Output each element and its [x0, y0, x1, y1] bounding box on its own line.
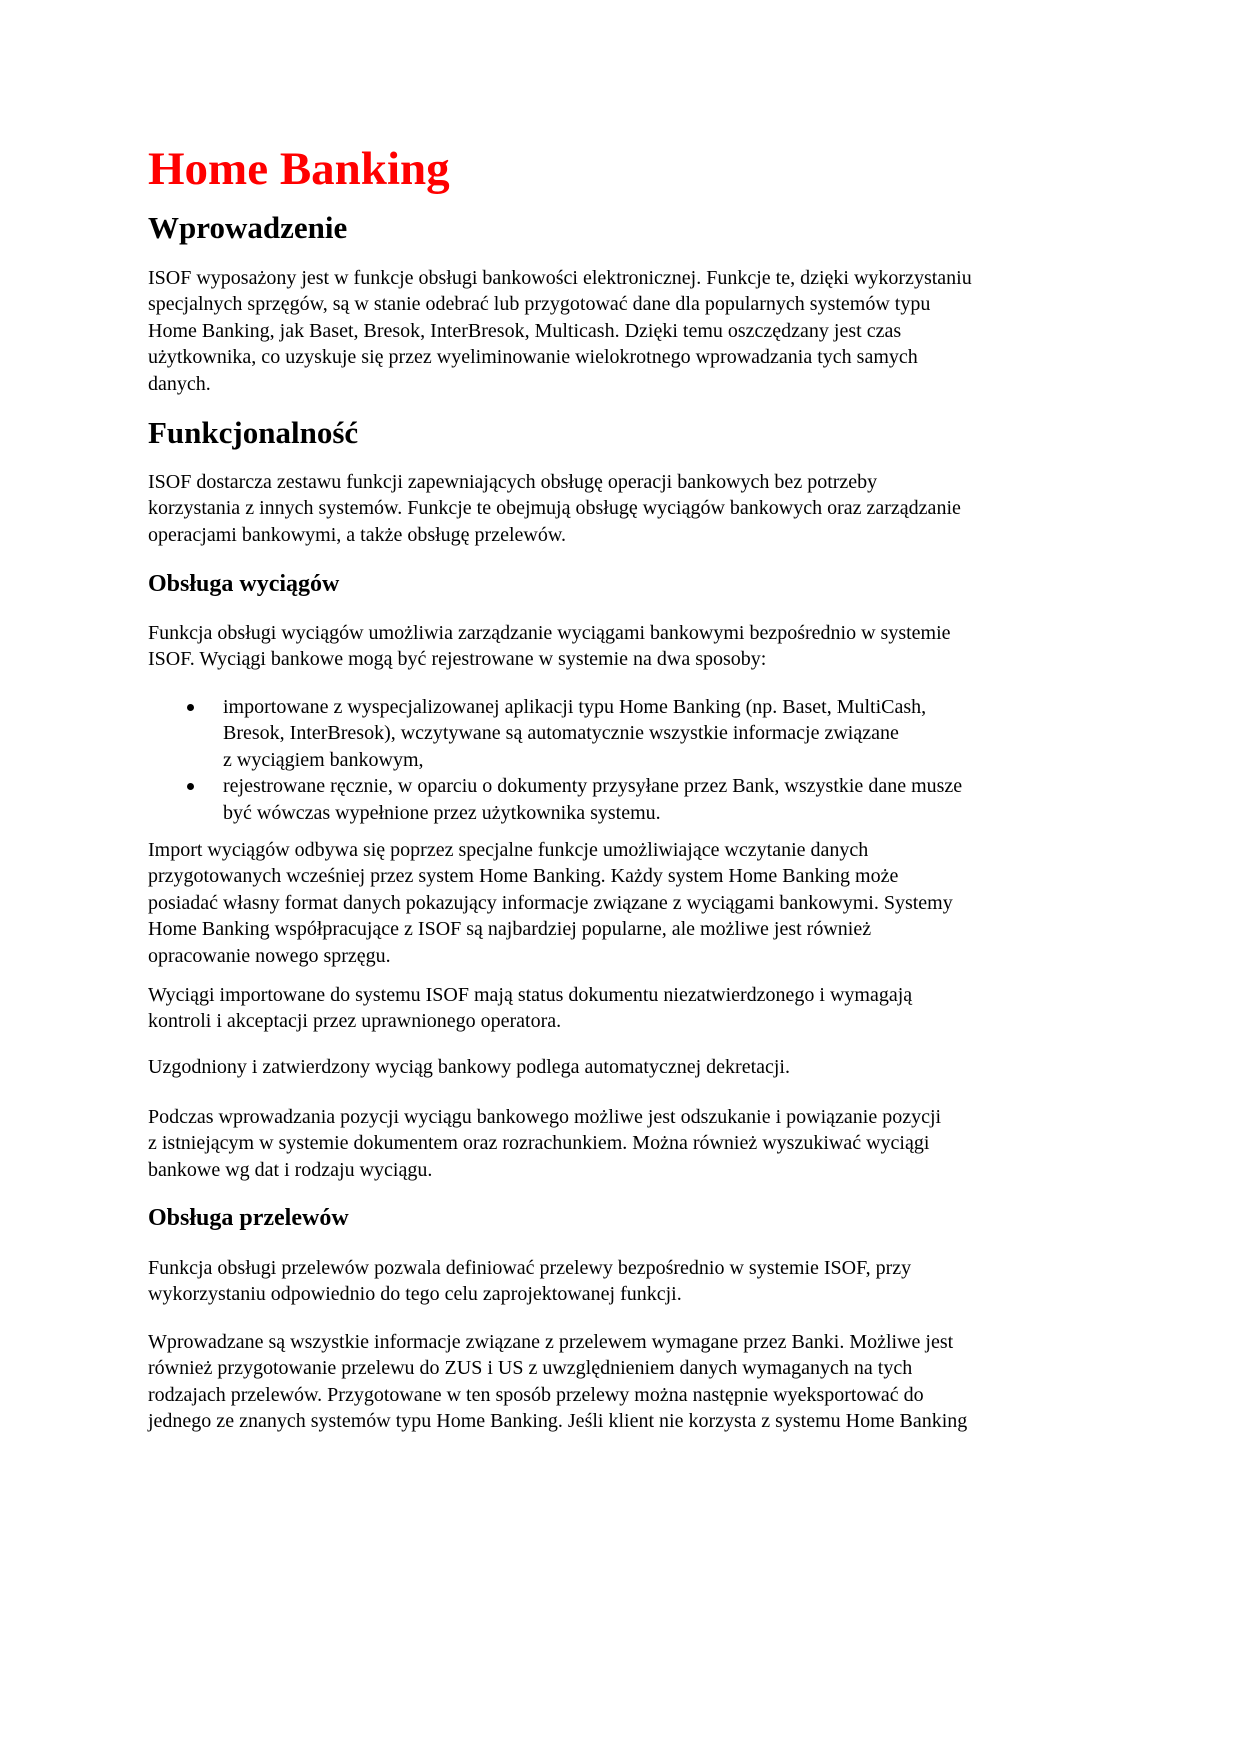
text-line: danych.	[148, 372, 211, 395]
text-line: Wprowadzane są wszystkie informacje związane z przelewem wymagane przez Banki. Możliwe jest	[148, 1331, 954, 1353]
text-line: importowane z wyspecjalizowanej aplikacji typu Home Banking (np. Baset, MultiCash,	[223, 696, 927, 718]
subsection-heading-statements: Obsługa wyciągów	[148, 571, 340, 597]
statements-paragraph-4	[148, 1054, 1108, 1080]
statements-paragraph-3	[148, 982, 1108, 1035]
list-item	[148, 773, 1108, 826]
bullet-icon	[187, 783, 194, 790]
text-line: operacjami bankowymi, a także obsługę przelewów.	[148, 523, 566, 546]
text-line: bankowe wg dat i rodzaju wyciągu.	[148, 1158, 433, 1181]
text-line: rodzajach przelewów. Przygotowane w ten sposób przelewy można następnie wyeksportować do	[148, 1383, 924, 1406]
bullet-icon	[187, 704, 194, 711]
text-line: być wówczas wypełnione przez użytkownika systemu.	[223, 801, 661, 824]
text-line: kontroli i akceptacji przez uprawnionego operatora.	[148, 1010, 562, 1033]
subsection-heading-transfers: Obsługa przelewów	[148, 1205, 349, 1231]
text-line: Home Banking, jak Baset, Bresok, InterBresok, Multicash. Dzięki temu oszczędzany jest czas	[148, 319, 902, 342]
text-line: Uzgodniony i zatwierdzony wyciąg bankowy podlega automatycznej dekretacji.	[148, 1056, 790, 1078]
document-title: Home Banking	[148, 143, 450, 195]
text-line: specjalnych sprzęgów, są w stanie odebrać lub przygotować dane dla popularnych systemów typu	[148, 293, 931, 316]
text-line: Podczas wprowadzania pozycji wyciągu bankowego możliwe jest odszukanie i powiązanie pozycji	[148, 1106, 942, 1128]
text-line: Funkcja obsługi wyciągów umożliwia zarządzanie wyciągami bankowymi bezpośrednio w systemie	[148, 622, 951, 644]
text-line: wykorzystaniu odpowiednio do tego celu zaprojektowanej funkcji.	[148, 1283, 682, 1306]
text-line: ISOF wyposażony jest w funkcje obsługi bankowości elektronicznej. Funkcje te, dzięki wykorzystaniu	[148, 267, 972, 289]
text-line: opracowanie nowego sprzęgu.	[148, 944, 391, 967]
text-line: z wyciągiem bankowym,	[223, 748, 424, 771]
text-line: użytkownika, co uzyskuje się przez wyeliminowanie wielokrotnego wprowadzania tych samych	[148, 346, 918, 369]
transfers-paragraph-2	[148, 1329, 1108, 1435]
statements-paragraph-5	[148, 1104, 1108, 1183]
text-line: jednego ze znanych systemów typu Home Banking. Jeśli klient nie korzysta z systemu Home Banking	[148, 1410, 968, 1433]
text-line: korzystania z innych systemów. Funkcje te obejmują obsługę wyciągów bankowych oraz zarządzanie	[148, 497, 961, 520]
text-line: również przygotowanie przelewu do ZUS i US z uwzględnieniem danych wymaganych na tych	[148, 1357, 913, 1380]
statements-paragraph-2	[148, 837, 1108, 969]
statements-paragraph-1	[148, 620, 1108, 673]
text-line: Wyciągi importowane do systemu ISOF mają status dokumentu niezatwierdzonego i wymagają	[148, 984, 913, 1006]
text-line: posiadać własny format danych pokazujący informacje związane z wyciągami bankowymi. Systemy	[148, 891, 953, 914]
text-line: Home Banking współpracujące z ISOF są najbardziej popularne, ale możliwe jest również	[148, 918, 872, 941]
text-line: przygotowanych wcześniej przez system Home Banking. Każdy system Home Banking może	[148, 865, 899, 888]
text-line: ISOF dostarcza zestawu funkcji zapewniających obsługę operacji bankowych bez potrzeby	[148, 471, 878, 493]
text-line: Bresok, InterBresok), wczytywane są automatycznie wszystkie informacje związane	[223, 722, 899, 745]
section-heading-functionality: Funkcjonalność	[148, 415, 359, 450]
statements-bullet-list	[148, 694, 1108, 826]
text-line: rejestrowane ręcznie, w oparciu o dokumenty przysyłane przez Bank, wszystkie dane musze	[223, 775, 963, 798]
text-line: Funkcja obsługi przelewów pozwala definiować przelewy bezpośrednio w systemie ISOF, przy	[148, 1257, 912, 1279]
text-line: Import wyciągów odbywa się poprzez specjalne funkcje umożliwiające wczytanie danych	[148, 839, 869, 861]
intro-paragraph	[148, 265, 1108, 397]
list-item	[148, 694, 1108, 773]
text-line: ISOF. Wyciągi bankowe mogą być rejestrowane w systemie na dwa sposoby:	[148, 648, 767, 671]
text-line: z istniejącym w systemie dokumentem oraz rozrachunkiem. Można również wyszukiwać wyciągi	[148, 1132, 930, 1155]
section-heading-intro: Wprowadzenie	[148, 210, 348, 245]
transfers-paragraph-1	[148, 1255, 1108, 1308]
functionality-paragraph	[148, 469, 1108, 548]
